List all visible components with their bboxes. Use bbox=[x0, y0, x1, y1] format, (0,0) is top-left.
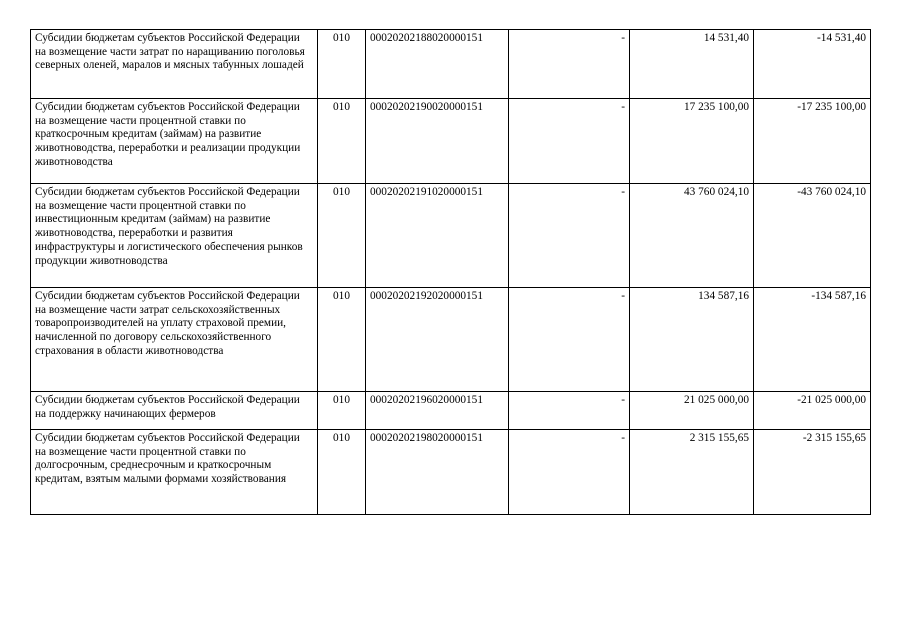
unexecuted-amount-cell: -17 235 100,00 bbox=[754, 99, 871, 184]
executed-amount-cell: 43 760 024,10 bbox=[630, 184, 754, 288]
table-row bbox=[31, 99, 871, 184]
unexecuted-amount-cell: -14 531,40 bbox=[754, 30, 871, 99]
approved-amount-cell: - bbox=[509, 430, 630, 515]
line-code-cell: 010 bbox=[318, 288, 366, 392]
executed-amount-cell: 14 531,40 bbox=[630, 30, 754, 99]
revenue-name-cell: Субсидии бюджетам субъектов Российской Федерации на возмещение части затрат по наращиванию поголовья северных оленей, маралов и мясных табунных лошадей bbox=[31, 30, 318, 99]
executed-amount-cell: 2 315 155,65 bbox=[630, 430, 754, 515]
revenue-name-cell: Субсидии бюджетам субъектов Российской Федерации на поддержку начинающих фермеров bbox=[31, 392, 318, 430]
budget-revenue-table bbox=[30, 29, 871, 515]
approved-amount-cell: - bbox=[509, 288, 630, 392]
budget-classification-code-cell: 00020202188020000151 bbox=[366, 30, 509, 99]
budget-classification-code-cell: 00020202196020000151 bbox=[366, 392, 509, 430]
budget-classification-code-cell: 00020202190020000151 bbox=[366, 99, 509, 184]
executed-amount-cell: 134 587,16 bbox=[630, 288, 754, 392]
table-row bbox=[31, 30, 871, 99]
line-code-cell: 010 bbox=[318, 392, 366, 430]
line-code-cell: 010 bbox=[318, 30, 366, 99]
unexecuted-amount-cell: -43 760 024,10 bbox=[754, 184, 871, 288]
approved-amount-cell: - bbox=[509, 30, 630, 99]
executed-amount-cell: 17 235 100,00 bbox=[630, 99, 754, 184]
unexecuted-amount-cell: -134 587,16 bbox=[754, 288, 871, 392]
revenue-name-cell: Субсидии бюджетам субъектов Российской Федерации на возмещение части процентной ставки по краткосрочным кредитам (займам) на развитие животноводства, переработки и реализации продукции животноводства bbox=[31, 99, 318, 184]
budget-classification-code-cell: 00020202191020000151 bbox=[366, 184, 509, 288]
revenue-name-cell: Субсидии бюджетам субъектов Российской Федерации на возмещение части процентной ставки по долгосрочным, среднесрочным и краткосрочным кредитам, взятым малыми формами хозяйствования bbox=[31, 430, 318, 515]
table-row bbox=[31, 392, 871, 430]
line-code-cell: 010 bbox=[318, 184, 366, 288]
table-row bbox=[31, 430, 871, 515]
unexecuted-amount-cell: -21 025 000,00 bbox=[754, 392, 871, 430]
budget-classification-code-cell: 00020202198020000151 bbox=[366, 430, 509, 515]
revenue-name-cell: Субсидии бюджетам субъектов Российской Федерации на возмещение части затрат сельскохозяйственных товаропроизводителей на уплату страховой премии, начисленной по договору сельскохозяйственного страхования в области животноводства bbox=[31, 288, 318, 392]
budget-classification-code-cell: 00020202192020000151 bbox=[366, 288, 509, 392]
approved-amount-cell: - bbox=[509, 184, 630, 288]
approved-amount-cell: - bbox=[509, 392, 630, 430]
table-row bbox=[31, 184, 871, 288]
table-row bbox=[31, 288, 871, 392]
approved-amount-cell: - bbox=[509, 99, 630, 184]
unexecuted-amount-cell: -2 315 155,65 bbox=[754, 430, 871, 515]
executed-amount-cell: 21 025 000,00 bbox=[630, 392, 754, 430]
line-code-cell: 010 bbox=[318, 99, 366, 184]
line-code-cell: 010 bbox=[318, 430, 366, 515]
revenue-name-cell: Субсидии бюджетам субъектов Российской Федерации на возмещение части процентной ставки по инвестиционным кредитам (займам) на развитие животноводства, переработки и развития инфраструктуры и логистического обеспечения рынков продукции животноводства bbox=[31, 184, 318, 288]
